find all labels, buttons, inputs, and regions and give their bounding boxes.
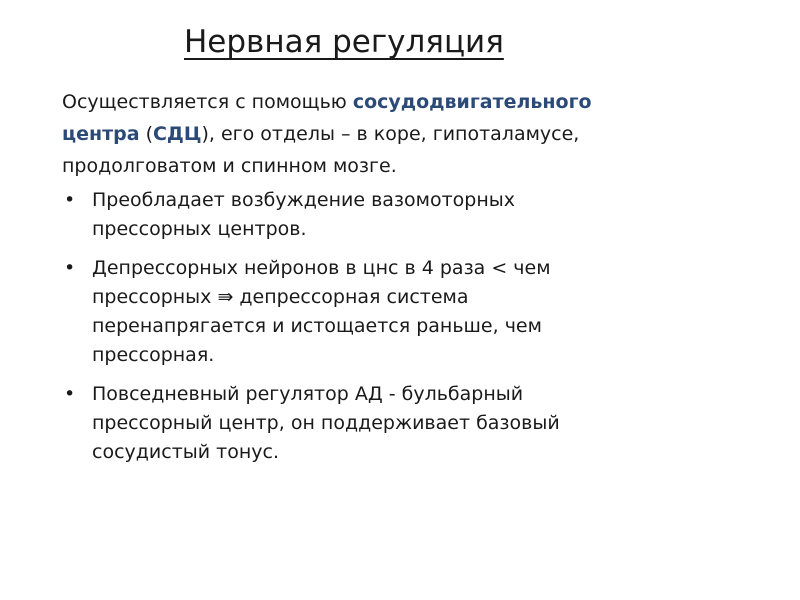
bullet-line: прессорная.: [92, 344, 215, 366]
intro-text: Осуществляется с помощью: [62, 91, 353, 113]
bullet-line: перенапрягается и истощается раньше, чем: [92, 315, 542, 337]
intro-text: ), его отделы – в коре, гипоталамусе,: [201, 123, 580, 145]
intro-text: (: [139, 123, 153, 145]
bullet-item: [62, 380, 702, 467]
bullet-dot-icon: •: [64, 189, 76, 211]
intro-paragraph: [62, 86, 762, 182]
highlight-term: сосудодвигательного: [352, 91, 592, 113]
bullet-dot-icon: •: [64, 383, 76, 405]
bullet-list: [62, 186, 702, 477]
intro-line-2: [62, 118, 762, 150]
highlight-term: центра: [62, 123, 140, 145]
bullet-line: прессорных центров.: [92, 218, 307, 240]
bullet-line: Депрессорных нейронов в цнс в 4 раза < чем: [92, 257, 551, 279]
intro-line-1: [62, 86, 762, 118]
bullet-text: [92, 254, 702, 370]
bullet-text: [92, 186, 702, 244]
bullet-line: Повседневный регулятор АД - бульбарный: [92, 383, 524, 405]
bullet-item: [62, 186, 702, 244]
highlight-abbreviation: СДЦ: [152, 123, 202, 145]
bullet-dot-icon: •: [64, 257, 76, 279]
intro-line-3: продолговатом и спинном мозге.: [62, 155, 397, 177]
bullet-line: прессорный центр, он поддерживает базовый: [92, 412, 560, 434]
bullet-text: [92, 380, 702, 467]
bullet-line: сосудистый тонус.: [92, 441, 279, 463]
slide-title: Нервная регуляция: [184, 24, 504, 60]
bullet-item: [62, 254, 702, 370]
bullet-line: прессорных ⇛ депрессорная система: [92, 286, 469, 308]
bullet-line: Преобладает возбуждение вазомоторных: [92, 189, 516, 211]
